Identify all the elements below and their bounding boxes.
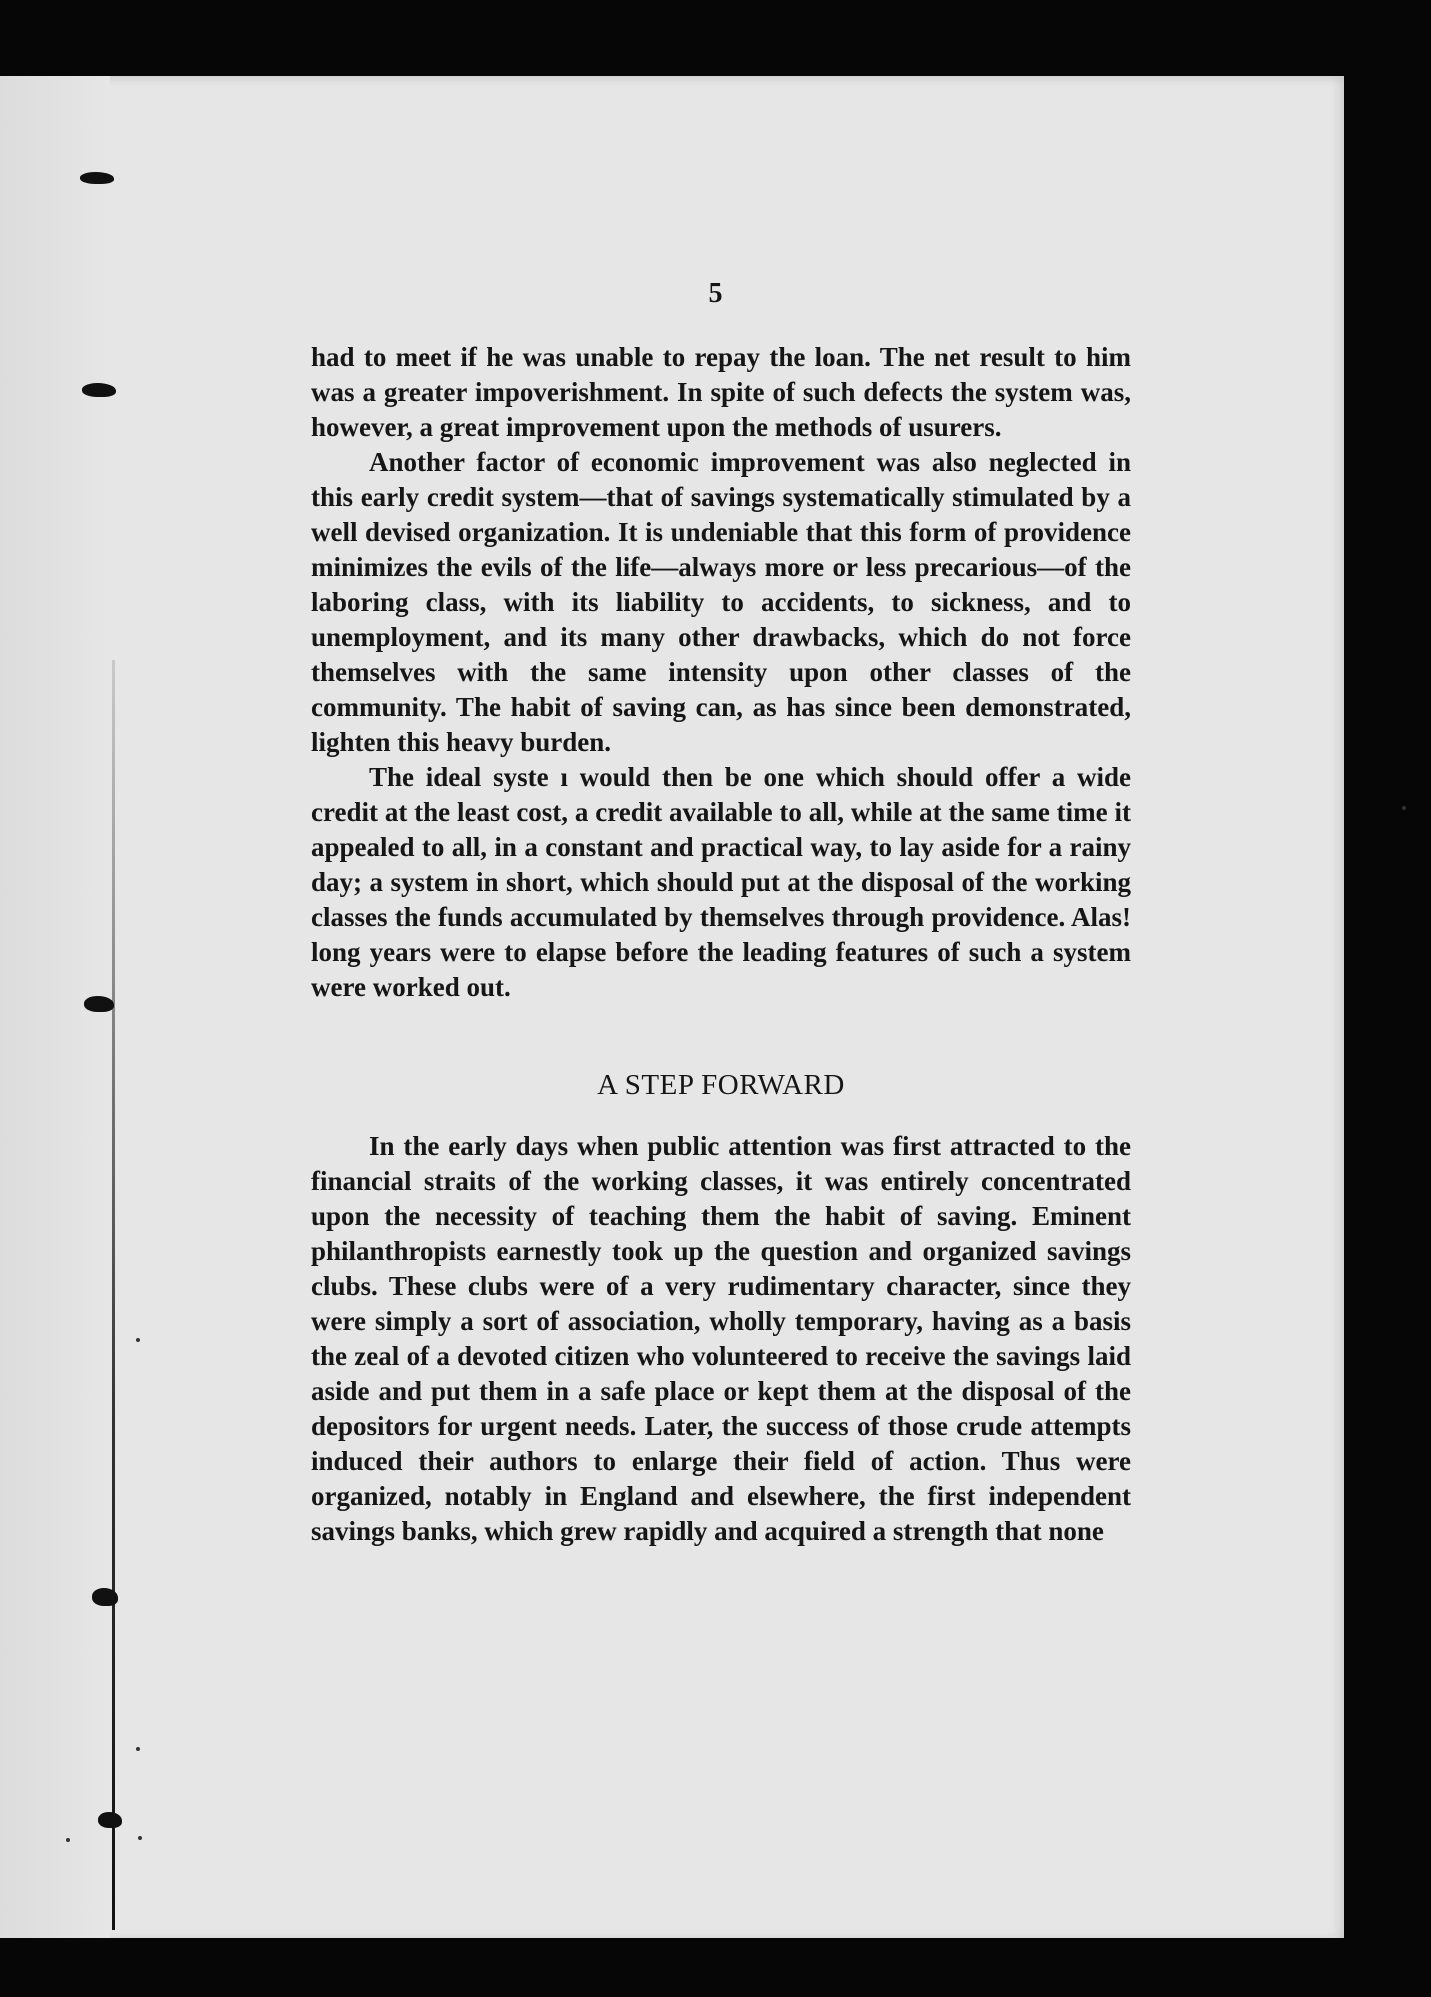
body-text — [311, 340, 1131, 1549]
binding-hole-mark — [92, 1588, 118, 1606]
binding-hole-mark — [84, 996, 114, 1012]
binding-hole-mark — [80, 172, 114, 184]
scan-speck — [138, 1836, 142, 1840]
paragraph: Another factor of economic improvement was also neglected in this early credit system—that of savings systematically stimulated by a well devised organization. It is undeniable that this form of providence minimizes the evils of the life—always more or less precarious—of the laboring class, with its liability to accidents, to sickness, and to unemployment, and its many other drawbacks, which do not force themselves with the same intensity upon other classes of the community. The habit of saving can, as has since been demonstrated, lighten this heavy burden. — [311, 447, 1131, 757]
scan-speck — [1402, 806, 1406, 810]
scan-speck — [136, 1338, 140, 1342]
binding-hole-mark — [82, 383, 116, 397]
scan-speck — [136, 1747, 140, 1751]
binding-edge-line — [112, 660, 115, 1930]
page-number: 5 — [708, 278, 723, 309]
paragraph: had to meet if he was unable to repay the loan. The net result to him was a greater impoverishment. In spite of such defects the system was, however, a great improvement upon the methods of usurers. — [311, 342, 1131, 442]
section-heading: A STEP FORWARD — [597, 1069, 845, 1101]
binding-hole-mark — [98, 1812, 122, 1828]
paragraph: The ideal syste ı would then be one which should offer a wide credit at the least cost, a credit available to all, while at the same time it appealed to all, in a constant and practical way, to lay aside for a rainy day; a system in short, which should put at the disposal of the working classes the funds accumulated by themselves through providence. Alas! long years were to elapse before the leading features of such a system were worked out. — [311, 762, 1131, 1002]
scan-speck — [66, 1838, 70, 1842]
paragraph: In the early days when public attention was first attracted to the financial straits of the working classes, it was entirely concentrated upon the necessity of teaching them the habit of saving. Eminent philanthropists earnestly took up the question and organized savings clubs. These clubs were of a very rudimentary character, since they were simply a sort of association, wholly temporary, having as a basis the zeal of a devoted citizen who volunteered to receive the savings laid aside and put them in a safe place or kept them at the disposal of the depositors for urgent needs. Later, the success of those crude attempts induced their authors to enlarge their field of action. Thus were organized, notably in England and elsewhere, the first independent savings banks, which grew rapidly and acquired a strength that none — [311, 1131, 1131, 1546]
